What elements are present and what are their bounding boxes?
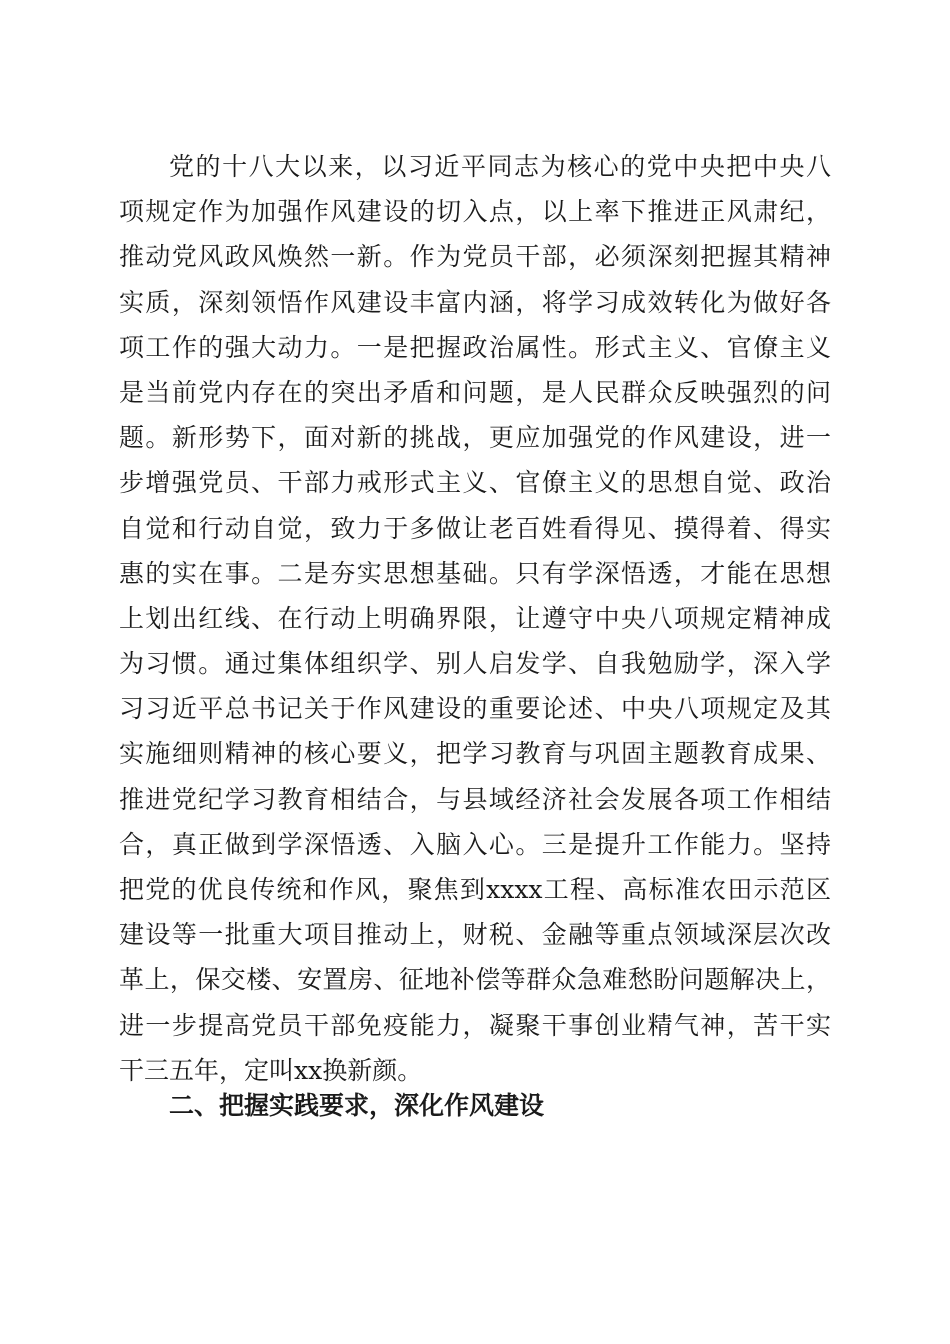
body-paragraph <box>119 144 831 1093</box>
section-heading: 二、把握实践要求，深化作风建设 <box>169 1091 545 1120</box>
paragraph-line: 上划出红线、在行动上明确界限，让遵守中央八项规定精神成 <box>119 603 831 633</box>
paragraph-line: 惠的实在事。二是夯实思想基础。只有学深悟透，才能在思想 <box>119 558 831 588</box>
paragraph-line: 为习惯。通过集体组织学、别人启发学、自我勉励学，深入学 <box>119 649 831 679</box>
paragraph-line: 步增强党员、干部力戒形式主义、官僚主义的思想自觉、政治 <box>119 468 831 498</box>
paragraph-line: 推动党风政风焕然一新。作为党员干部，必须深刻把握其精神 <box>119 242 831 272</box>
paragraph-line: 自觉和行动自觉，致力于多做让老百姓看得见、摸得着、得实 <box>119 513 831 543</box>
paragraph-line: 实施细则精神的核心要义，把学习教育与巩固主题教育成果、 <box>119 739 831 769</box>
paragraph-line: 项规定作为加强作风建设的切入点，以上率下推进正风肃纪， <box>119 197 831 227</box>
paragraph-line: 建设等一批重大项目推动上，财税、金融等重点领域深层次改 <box>119 920 831 950</box>
paragraph-line: 把党的优良传统和作风，聚焦到xxxx工程、高标准农田示范区 <box>119 875 831 904</box>
paragraph-line: 干三五年，定叫xx换新颜。 <box>119 1055 423 1085</box>
paragraph-line: 推进党纪学习教育相结合，与县域经济社会发展各项工作相结 <box>119 784 831 814</box>
paragraph-line: 党的十八大以来，以习近平同志为核心的党中央把中央八 <box>169 152 831 181</box>
paragraph-line: 进一步提高党员干部免疫能力，凝聚干事创业精气神，苦干实 <box>119 1010 831 1040</box>
paragraph-line: 项工作的强大动力。一是把握政治属性。形式主义、官僚主义 <box>119 332 831 362</box>
paragraph-line: 习习近平总书记关于作风建设的重要论述、中央八项规定及其 <box>119 694 831 724</box>
paragraph-line: 实质，深刻领悟作风建设丰富内涵，将学习成效转化为做好各 <box>119 287 831 317</box>
paragraph-line: 合，真正做到学深悟透、入脑入心。三是提升工作能力。坚持 <box>119 829 831 859</box>
paragraph-line: 是当前党内存在的突出矛盾和问题，是人民群众反映强烈的问 <box>119 377 831 407</box>
paragraph-line: 题。新形势下，面对新的挑战，更应加强党的作风建设，进一 <box>119 423 831 453</box>
paragraph-line: 革上，保交楼、安置房、征地补偿等群众急难愁盼问题解决上， <box>119 965 831 995</box>
